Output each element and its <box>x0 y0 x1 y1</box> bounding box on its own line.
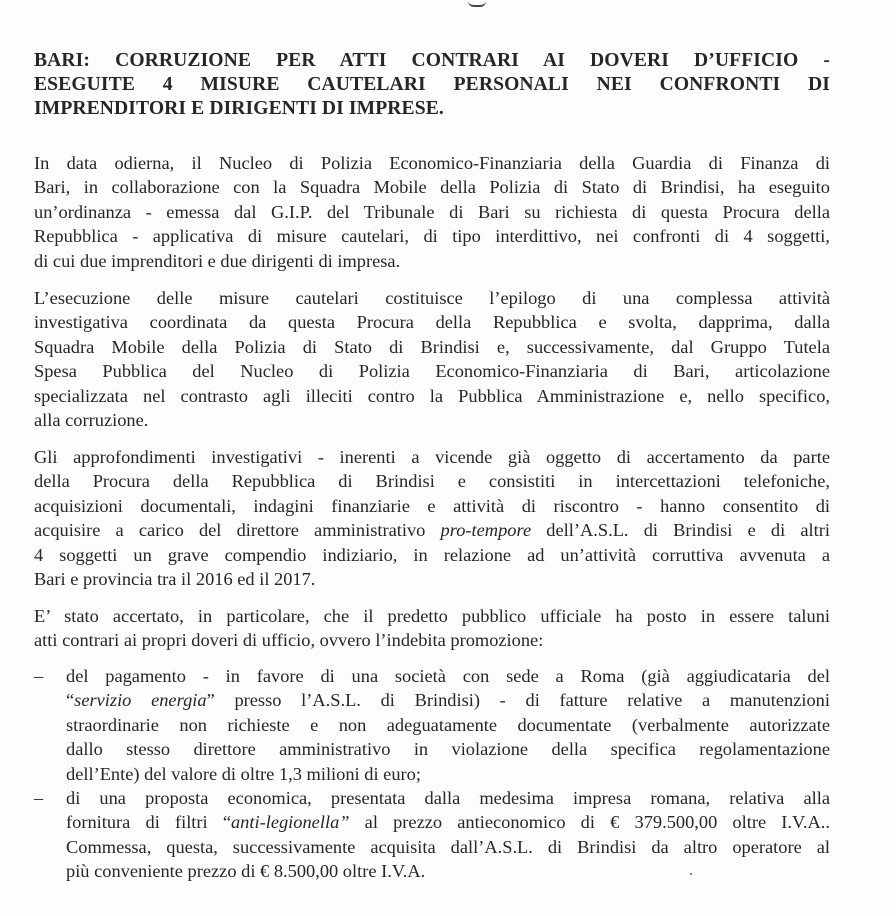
text-line: Spesa Pubblica del Nucleo di Polizia Economico-Finanziaria di Bari, articolazione <box>34 361 830 382</box>
headline <box>34 49 830 121</box>
text-line: In data odierna, il Nucleo di Polizia Economico-Finanziaria della Guardia di Finanza di <box>34 153 830 173</box>
headline-line: ESEGUITE 4 MISURE CAUTELARI PERSONALI NEI CONFRONTI DI <box>34 74 830 95</box>
text-line: alla corruzione. <box>34 410 149 431</box>
page-top-mark <box>468 0 486 7</box>
text-line: un’ordinanza - emessa dal G.I.P. del Tribunale di Bari su richiesta di questa Procura della <box>34 201 830 222</box>
text-line <box>66 810 830 834</box>
text-line: dallo stesso direttore amministrativo in violazione della specifica regolamentazione <box>66 739 830 760</box>
dash-marker: – <box>34 788 44 809</box>
text-line: specializzata nel contrasto agli illeciti contro la Pubblica Amministrazione e, nello specifico, <box>34 385 830 406</box>
list-item <box>34 664 830 786</box>
text-line: Bari, in collaborazione con la Squadra Mobile della Polizia di Stato di Brindisi, ha eseguito <box>34 177 830 198</box>
scan-speck <box>690 873 692 875</box>
text-line: Repubblica - applicativa di misure cautelari, di tipo interdittivo, nei confronti di 4 soggetti, <box>34 226 830 247</box>
text-line: 4 soggetti un grave compendio indiziario, in relazione ad un’attività corruttiva avvenuta a <box>34 544 830 565</box>
text-run: dell’A.S.L. di Brindisi e di altri <box>531 520 830 541</box>
text-line: Squadra Mobile della Polizia di Stato di Brindisi e, successivamente, dal Gruppo Tutela <box>34 336 830 357</box>
paragraph-4 <box>34 604 830 653</box>
text-line: investigativa coordinata da questa Procura della Repubblica e svolta, dapprima, dalla <box>34 312 830 333</box>
text-line: di una proposta economica, presentata dalla medesima impresa romana, relativa alla <box>66 788 830 809</box>
text-line: E’ stato accertato, in particolare, che il predetto pubblico ufficiale ha posto in essere taluni <box>34 606 830 626</box>
text-line: L’esecuzione delle misure cautelari costituisce l’epilogo di una complessa attività <box>34 288 830 308</box>
dash-marker: – <box>34 666 44 686</box>
paragraph-2 <box>34 286 830 432</box>
text-line: della Procura della Repubblica di Brindisi e consistiti in intercettazioni telefoniche, <box>34 471 830 492</box>
text-line: straordinarie non richieste e non adeguatamente documentate (verbalmente autorizzate <box>66 714 830 735</box>
text-line: dell’Ente) del valore di oltre 1,3 milioni di euro; <box>66 763 421 784</box>
text-line: acquisizioni documentali, indagini finanziarie e attività di riscontro - hanno consentito di <box>34 495 830 516</box>
paragraph-1 <box>34 151 830 273</box>
italic-text: anti-legionella” <box>230 812 350 833</box>
paragraph-3 <box>34 445 830 591</box>
text-line: atti contrari ai propri doveri di ufficio, ovvero l’indebita promozione: <box>34 630 544 651</box>
headline-line: IMPRENDITORI E DIRIGENTI DI IMPRESE. <box>34 98 444 119</box>
list-item <box>34 786 830 884</box>
italic-text: servizio energia <box>74 690 207 711</box>
text-line: più conveniente prezzo di € 8.500,00 oltre I.V.A. <box>66 861 426 882</box>
text-line: Commessa, questa, successivamente acquisita dall’A.S.L. di Brindisi da altro operatore al <box>66 836 830 857</box>
text-run: fornitura di filtri “ <box>66 812 231 833</box>
text-line: del pagamento - in favore di una società con sede a Roma (già aggiudicataria del <box>66 666 830 686</box>
text-line: Gli approfondimenti investigativi - inerenti a vicende già oggetto di accertamento da parte <box>34 447 830 467</box>
italic-text: pro-tempore <box>440 520 532 541</box>
text-run: “ <box>66 690 75 711</box>
text-run: acquisire a carico del direttore amministrativo <box>34 520 441 541</box>
text-line <box>66 688 830 712</box>
text-run: al prezzo antieconomico di € 379.500,00 oltre I.V.A.. <box>349 812 830 833</box>
bullet-list <box>34 664 830 884</box>
headline-line: BARI: CORRUZIONE PER ATTI CONTRARI AI DOVERI D’UFFICIO - <box>34 50 830 71</box>
text-line <box>34 518 830 542</box>
text-run: ” presso l’A.S.L. di Brindisi) - di fatture relative a manutenzioni <box>206 690 830 711</box>
text-line: Bari e provincia tra il 2016 ed il 2017. <box>34 569 316 590</box>
text-line: di cui due imprenditori e due dirigenti di impresa. <box>34 250 401 271</box>
